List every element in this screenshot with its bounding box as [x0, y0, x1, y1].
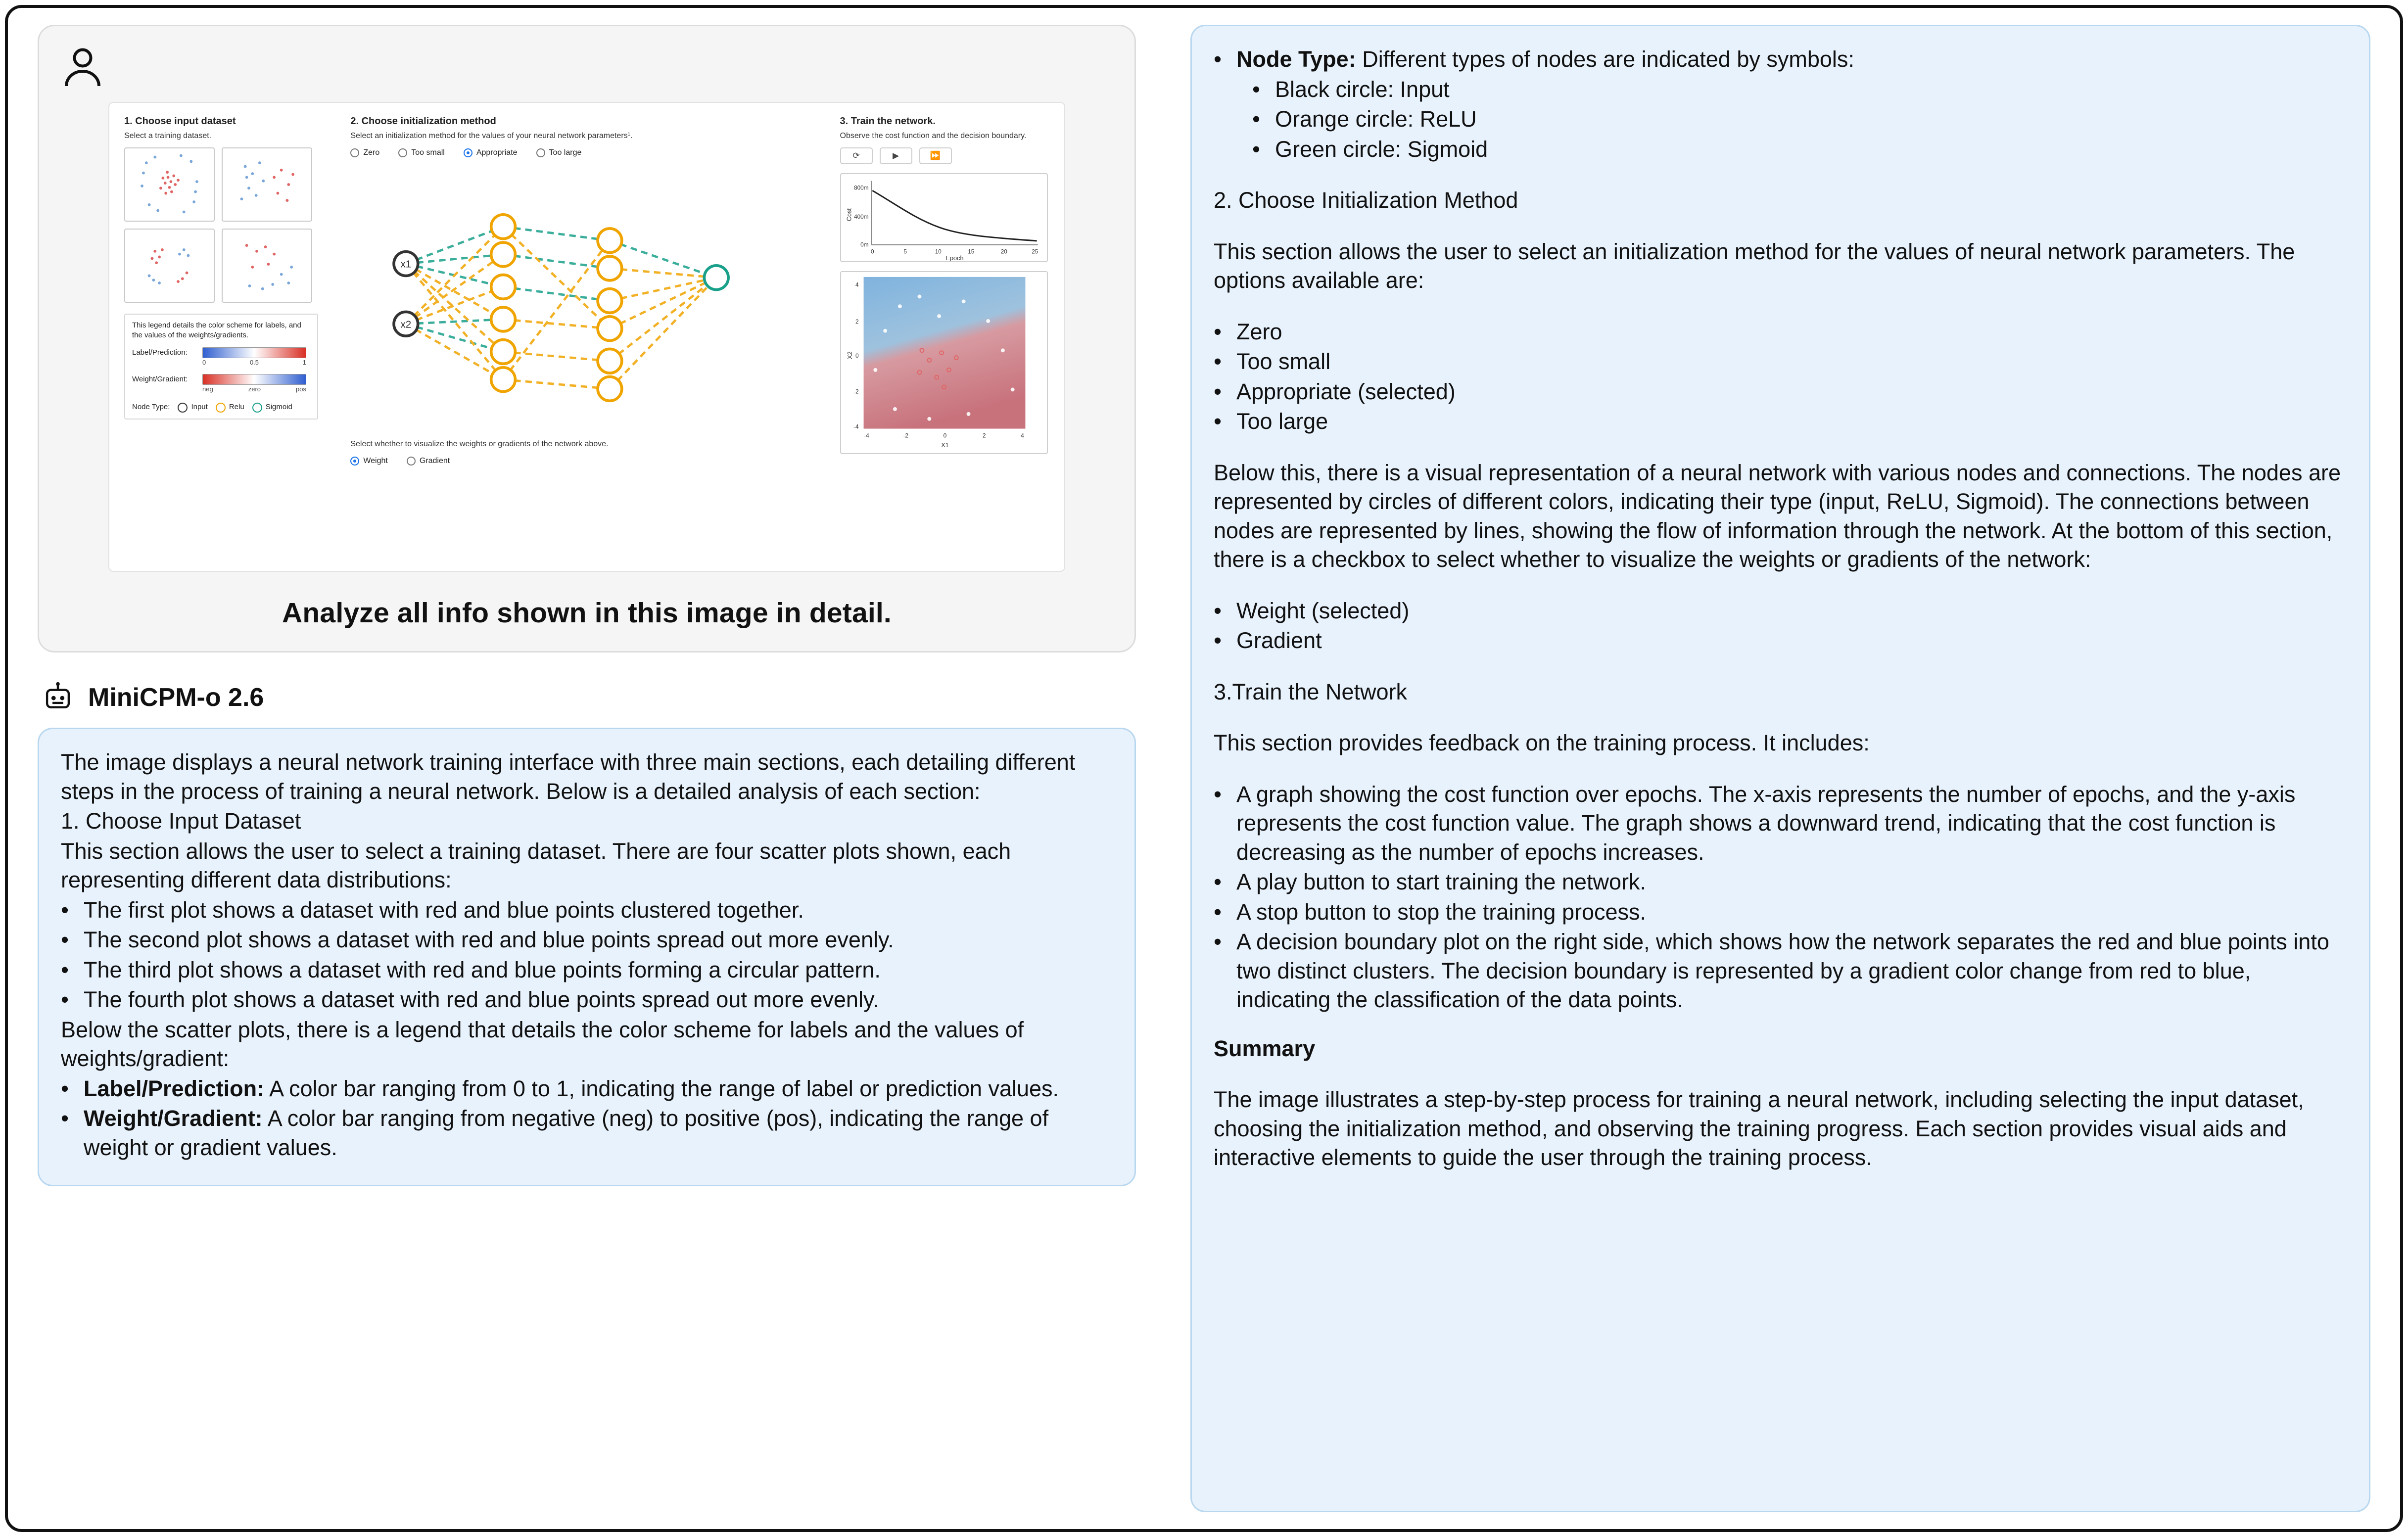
decision-boundary-chart	[840, 271, 1048, 454]
label-prediction-ticks	[202, 358, 306, 367]
bullet-glyph: •	[1214, 47, 1222, 72]
assistant-response-right	[1190, 25, 2370, 1512]
svg-text:x1: x1	[400, 258, 412, 270]
bullet-glyph: •	[1214, 409, 1222, 434]
bullet-glyph: •	[1214, 319, 1222, 344]
node-type-input: Input	[191, 403, 208, 412]
bullet-glyph: •	[61, 987, 69, 1012]
radio-gradient-icon[interactable]	[407, 457, 416, 466]
svg-text:-2: -2	[853, 388, 859, 395]
list-item	[1214, 597, 2347, 626]
list-item	[61, 926, 1113, 955]
radio-zero-icon[interactable]	[350, 148, 359, 157]
bullet-text: Weight (selected)	[1236, 598, 1410, 623]
bullet-text: The second plot shows a dataset with red and blue points spread out more evenly.	[84, 927, 894, 952]
lp-tick-1: 0.5	[249, 359, 259, 367]
svg-text:X2: X2	[846, 351, 853, 359]
svg-text:-2: -2	[902, 432, 908, 439]
node-type-relu: Relu	[229, 403, 244, 412]
radio-appropriate-icon[interactable]	[464, 148, 472, 157]
svg-text:0m: 0m	[860, 241, 868, 248]
response-para-train: This section provides feedback on the training process. It includes:	[1214, 730, 1870, 755]
page-frame	[5, 5, 2403, 1532]
bullet-glyph: •	[1252, 136, 1260, 162]
bullet-text: A graph showing the cost function over epochs. The x-axis represents the number of epochs, and the y-axis represents the cost function value. The graph shows a downward trend, indicating that the cost function is decreasing as the number of epochs increases.	[1236, 781, 2296, 865]
bullet-text: Green circle: Sigmoid	[1275, 136, 1488, 162]
radio-too-large-icon[interactable]	[536, 148, 545, 157]
section3-subtitle: Observe the cost function and the decision boundary.	[840, 132, 1027, 140]
play-icon[interactable]: ▶	[880, 147, 912, 164]
svg-text:15: 15	[967, 248, 974, 255]
attached-screenshot-image	[108, 102, 1065, 572]
bullet-text: The fourth plot shows a dataset with red and blue points spread out more evenly.	[84, 987, 879, 1012]
section2-subtitle: Select an initialization method for the values of your neural network parameters¹.	[350, 132, 633, 140]
init-method-radio-group[interactable]	[350, 148, 823, 157]
reset-icon[interactable]: ⟳	[840, 147, 873, 164]
svg-text:2: 2	[982, 432, 986, 439]
bullet-text: Too small	[1236, 349, 1331, 374]
dataset-thumb-2[interactable]	[222, 147, 312, 222]
svg-text:4: 4	[1020, 432, 1024, 439]
wg-tick-pos: pos	[296, 385, 306, 393]
relu-node-icon	[216, 403, 226, 413]
init-option-too-small[interactable]	[398, 148, 445, 157]
bullet-text: Different types of nodes are indicated by symbols:	[1356, 47, 1854, 72]
response-heading-1: 1. Choose Input Dataset	[61, 808, 301, 834]
bullet-text: The third plot shows a dataset with red and blue points forming a circular pattern.	[84, 957, 881, 982]
node-type-legend	[132, 402, 310, 412]
dataset-thumb-4[interactable]	[222, 229, 312, 303]
user-avatar-icon	[59, 43, 106, 91]
svg-text:25: 25	[1031, 248, 1038, 255]
svg-text:0: 0	[943, 432, 946, 439]
lp-tick-2: 1	[302, 359, 306, 367]
list-item	[61, 956, 1113, 985]
list-item	[1214, 318, 2347, 347]
svg-text:800m: 800m	[853, 185, 868, 191]
legend-box	[124, 314, 318, 419]
wg-tick-zero: zero	[248, 385, 261, 393]
weight-gradient-label: Weight/Gradient:	[132, 374, 188, 383]
bullet-glyph: •	[61, 1106, 69, 1131]
svg-text:4: 4	[855, 281, 859, 288]
list-item	[1252, 75, 2347, 104]
bullet-text: A color bar ranging from 0 to 1, indicating the range of label or prediction values.	[264, 1075, 1059, 1101]
legend-description: This legend details the color scheme for labels, and the values of the weights/gradients.	[132, 321, 301, 340]
label-prediction-label: Label/Prediction:	[132, 348, 188, 357]
radio-weight-icon[interactable]	[350, 457, 359, 466]
svg-text:-4: -4	[863, 432, 869, 439]
viz-option-weight-label: Weight	[363, 456, 388, 465]
viz-option-weight[interactable]	[350, 457, 388, 466]
right-column	[1190, 25, 2370, 1512]
bullet-glyph: •	[1252, 76, 1260, 102]
list-item	[61, 896, 1113, 925]
dataset-thumb-3[interactable]	[124, 229, 215, 303]
response-para-init: This section allows the user to select an initialization method for the values of neural network parameters. The options available are:	[1214, 238, 2295, 293]
bullet-bold-lead: Node Type:	[1236, 47, 1356, 72]
legend-bullet-list	[61, 1074, 1113, 1163]
response-para-network: Below this, there is a visual representation of a neural network with various nodes and connections. The nodes are represented by circles of different colors, indicating their type (input, ReLU, Sigmoid). The connections between nodes are represented by lines, showing the flow of information through the network. At the bottom of this section, there is a checkbox to select whether to visualize the weights or gradients of the network:	[1214, 460, 2341, 572]
bullet-text: Gradient	[1236, 628, 1322, 653]
svg-text:0: 0	[870, 248, 874, 255]
cost-function-chart	[840, 173, 1048, 262]
init-option-too-large-label: Too large	[549, 148, 582, 157]
summary-heading: Summary	[1214, 1035, 1316, 1061]
list-item	[61, 1104, 1113, 1162]
bullet-glyph: •	[1214, 378, 1222, 404]
svg-text:20: 20	[1000, 248, 1007, 255]
visualize-options-bullet-list	[1214, 597, 2347, 655]
init-options-bullet-list	[1214, 318, 2347, 436]
dataset-bullet-list	[61, 896, 1113, 1015]
screenshot-section-initialization	[341, 116, 832, 558]
step-icon[interactable]: ⏩	[919, 147, 952, 164]
response-heading-2: 2. Choose Initialization Method	[1214, 187, 1518, 213]
list-item	[1214, 347, 2347, 376]
user-prompt-text: Analyze all info shown in this image in detail.	[282, 597, 892, 629]
section1-subtitle: Select a training dataset.	[124, 132, 212, 140]
left-column	[38, 25, 1136, 1512]
dataset-thumb-1[interactable]	[124, 147, 215, 222]
svg-text:10: 10	[935, 248, 942, 255]
conversation-columns	[38, 25, 2370, 1512]
init-option-appropriate-label: Appropriate	[476, 148, 518, 157]
viz-option-gradient-label: Gradient	[419, 456, 450, 465]
bullet-glyph: •	[1214, 598, 1222, 623]
bullet-text: Appropriate (selected)	[1236, 378, 1456, 404]
viz-option-gradient[interactable]	[407, 457, 450, 466]
bullet-text: The first plot shows a dataset with red and blue points clustered together.	[84, 897, 804, 923]
section2-title: 2. Choose initialization method	[350, 116, 496, 127]
bullet-text: A decision boundary plot on the right side, which shows how the network separates the red and blue points into two distinct clusters. The decision boundary is represented by a gradient color change from red to blue, indicating the classification of the data points.	[1236, 929, 2329, 1012]
bullet-glyph: •	[1214, 628, 1222, 653]
bullet-glyph: •	[61, 1075, 69, 1101]
user-message-card	[38, 25, 1136, 652]
list-item	[1214, 407, 2347, 436]
section3-title: 3. Train the network.	[840, 116, 936, 127]
weight-gradient-ticks	[202, 385, 306, 394]
bullet-text: A stop button to stop the training process.	[1236, 899, 1647, 925]
bullet-glyph: •	[1214, 869, 1222, 894]
robot-avatar-icon	[41, 680, 75, 715]
list-item	[1214, 928, 2347, 1015]
radio-too-small-icon[interactable]	[398, 148, 407, 157]
svg-text:2: 2	[855, 318, 859, 325]
bullet-text: A color bar ranging from negative (neg) to positive (pos), indicating the range of weight or gradient values.	[84, 1106, 1049, 1160]
list-item	[61, 985, 1113, 1015]
bullet-glyph: •	[61, 927, 69, 952]
screenshot-section-choose-dataset	[124, 116, 341, 558]
svg-text:0: 0	[855, 352, 859, 359]
assistant-header	[41, 680, 1136, 715]
bullet-text: Black circle: Input	[1275, 76, 1450, 102]
init-option-too-large[interactable]	[536, 148, 582, 157]
list-item	[61, 1074, 1113, 1104]
dataset-thumbnail-grid[interactable]	[124, 147, 312, 303]
bullet-text: Too large	[1236, 409, 1328, 434]
summary-text: The image illustrates a step-by-step process for training a neural network, including selecting the input dataset, choosing the initialization method, and observing the training progress. Each section provides visual aids and interactive elements to guide the user through the training process.	[1214, 1087, 2304, 1170]
init-option-zero-label: Zero	[363, 148, 380, 157]
list-item	[1214, 626, 2347, 655]
visualize-instruction: Select whether to visualize the weights or gradients of the network above.	[350, 439, 609, 448]
bullet-glyph: •	[61, 897, 69, 923]
list-item	[1252, 105, 2347, 134]
visualize-radio-group[interactable]	[350, 457, 823, 466]
node-type-bullet-list	[1214, 45, 2347, 74]
list-item	[1214, 45, 2347, 74]
svg-text:400m: 400m	[853, 213, 868, 220]
screenshot-section-train	[832, 116, 1049, 558]
list-item	[1214, 377, 2347, 407]
svg-text:5: 5	[903, 248, 907, 255]
list-item	[1214, 780, 2347, 867]
input-node-icon	[178, 403, 188, 413]
response-para-2: Below the scatter plots, there is a legend that details the color scheme for labels and the values of weights/gradient:	[61, 1017, 1024, 1071]
node-type-label: Node Type:	[132, 403, 170, 412]
init-option-appropriate[interactable]	[464, 148, 518, 157]
lp-tick-0: 0	[202, 359, 206, 367]
response-intro: The image displays a neural network training interface with three main sections, each detailing different steps in the process of training a neural network. Below is a detailed analysis of each section:	[61, 749, 1076, 804]
response-heading-3: 3.Train the Network	[1214, 679, 1407, 704]
section1-title: 1. Choose input dataset	[124, 116, 236, 127]
svg-text:X1: X1	[941, 441, 949, 449]
svg-text:Epoch: Epoch	[945, 254, 964, 261]
init-option-too-small-label: Too small	[411, 148, 445, 157]
bullet-glyph: •	[1214, 349, 1222, 374]
list-item	[1214, 868, 2347, 897]
list-item	[1214, 898, 2347, 927]
bullet-glyph: •	[1252, 106, 1260, 132]
svg-text:-4: -4	[853, 423, 859, 430]
bullet-glyph: •	[1214, 781, 1222, 807]
label-prediction-colorbar	[202, 347, 306, 358]
bullet-text: Orange circle: ReLU	[1275, 106, 1477, 132]
bullet-glyph: •	[1214, 899, 1222, 925]
svg-text:Cost: Cost	[845, 208, 852, 221]
assistant-response-left	[38, 728, 1136, 1186]
network-diagram	[350, 162, 823, 439]
weight-gradient-colorbar	[202, 374, 306, 385]
bullet-glyph: •	[1214, 929, 1222, 954]
assistant-name: MiniCPM-o 2.6	[88, 683, 264, 712]
node-type-sigmoid: Sigmoid	[265, 403, 292, 412]
bullet-glyph: •	[61, 957, 69, 982]
bullet-bold-lead: Weight/Gradient:	[84, 1106, 263, 1131]
svg-text:x2: x2	[400, 319, 412, 330]
wg-tick-neg: neg	[202, 385, 213, 393]
init-option-zero[interactable]	[350, 148, 379, 157]
training-controls[interactable]	[840, 147, 1049, 164]
list-item	[1252, 135, 2347, 164]
response-para-1: This section allows the user to select a training dataset. There are four scatter plots shown, each representing different data distributions:	[61, 838, 1011, 892]
node-type-sub-list	[1252, 75, 2347, 164]
bullet-bold-lead: Label/Prediction:	[84, 1075, 265, 1101]
sigmoid-node-icon	[252, 403, 262, 413]
bullet-text: A play button to start training the network.	[1236, 869, 1646, 894]
bullet-text: Zero	[1236, 319, 1282, 344]
train-bullet-list	[1214, 780, 2347, 1015]
